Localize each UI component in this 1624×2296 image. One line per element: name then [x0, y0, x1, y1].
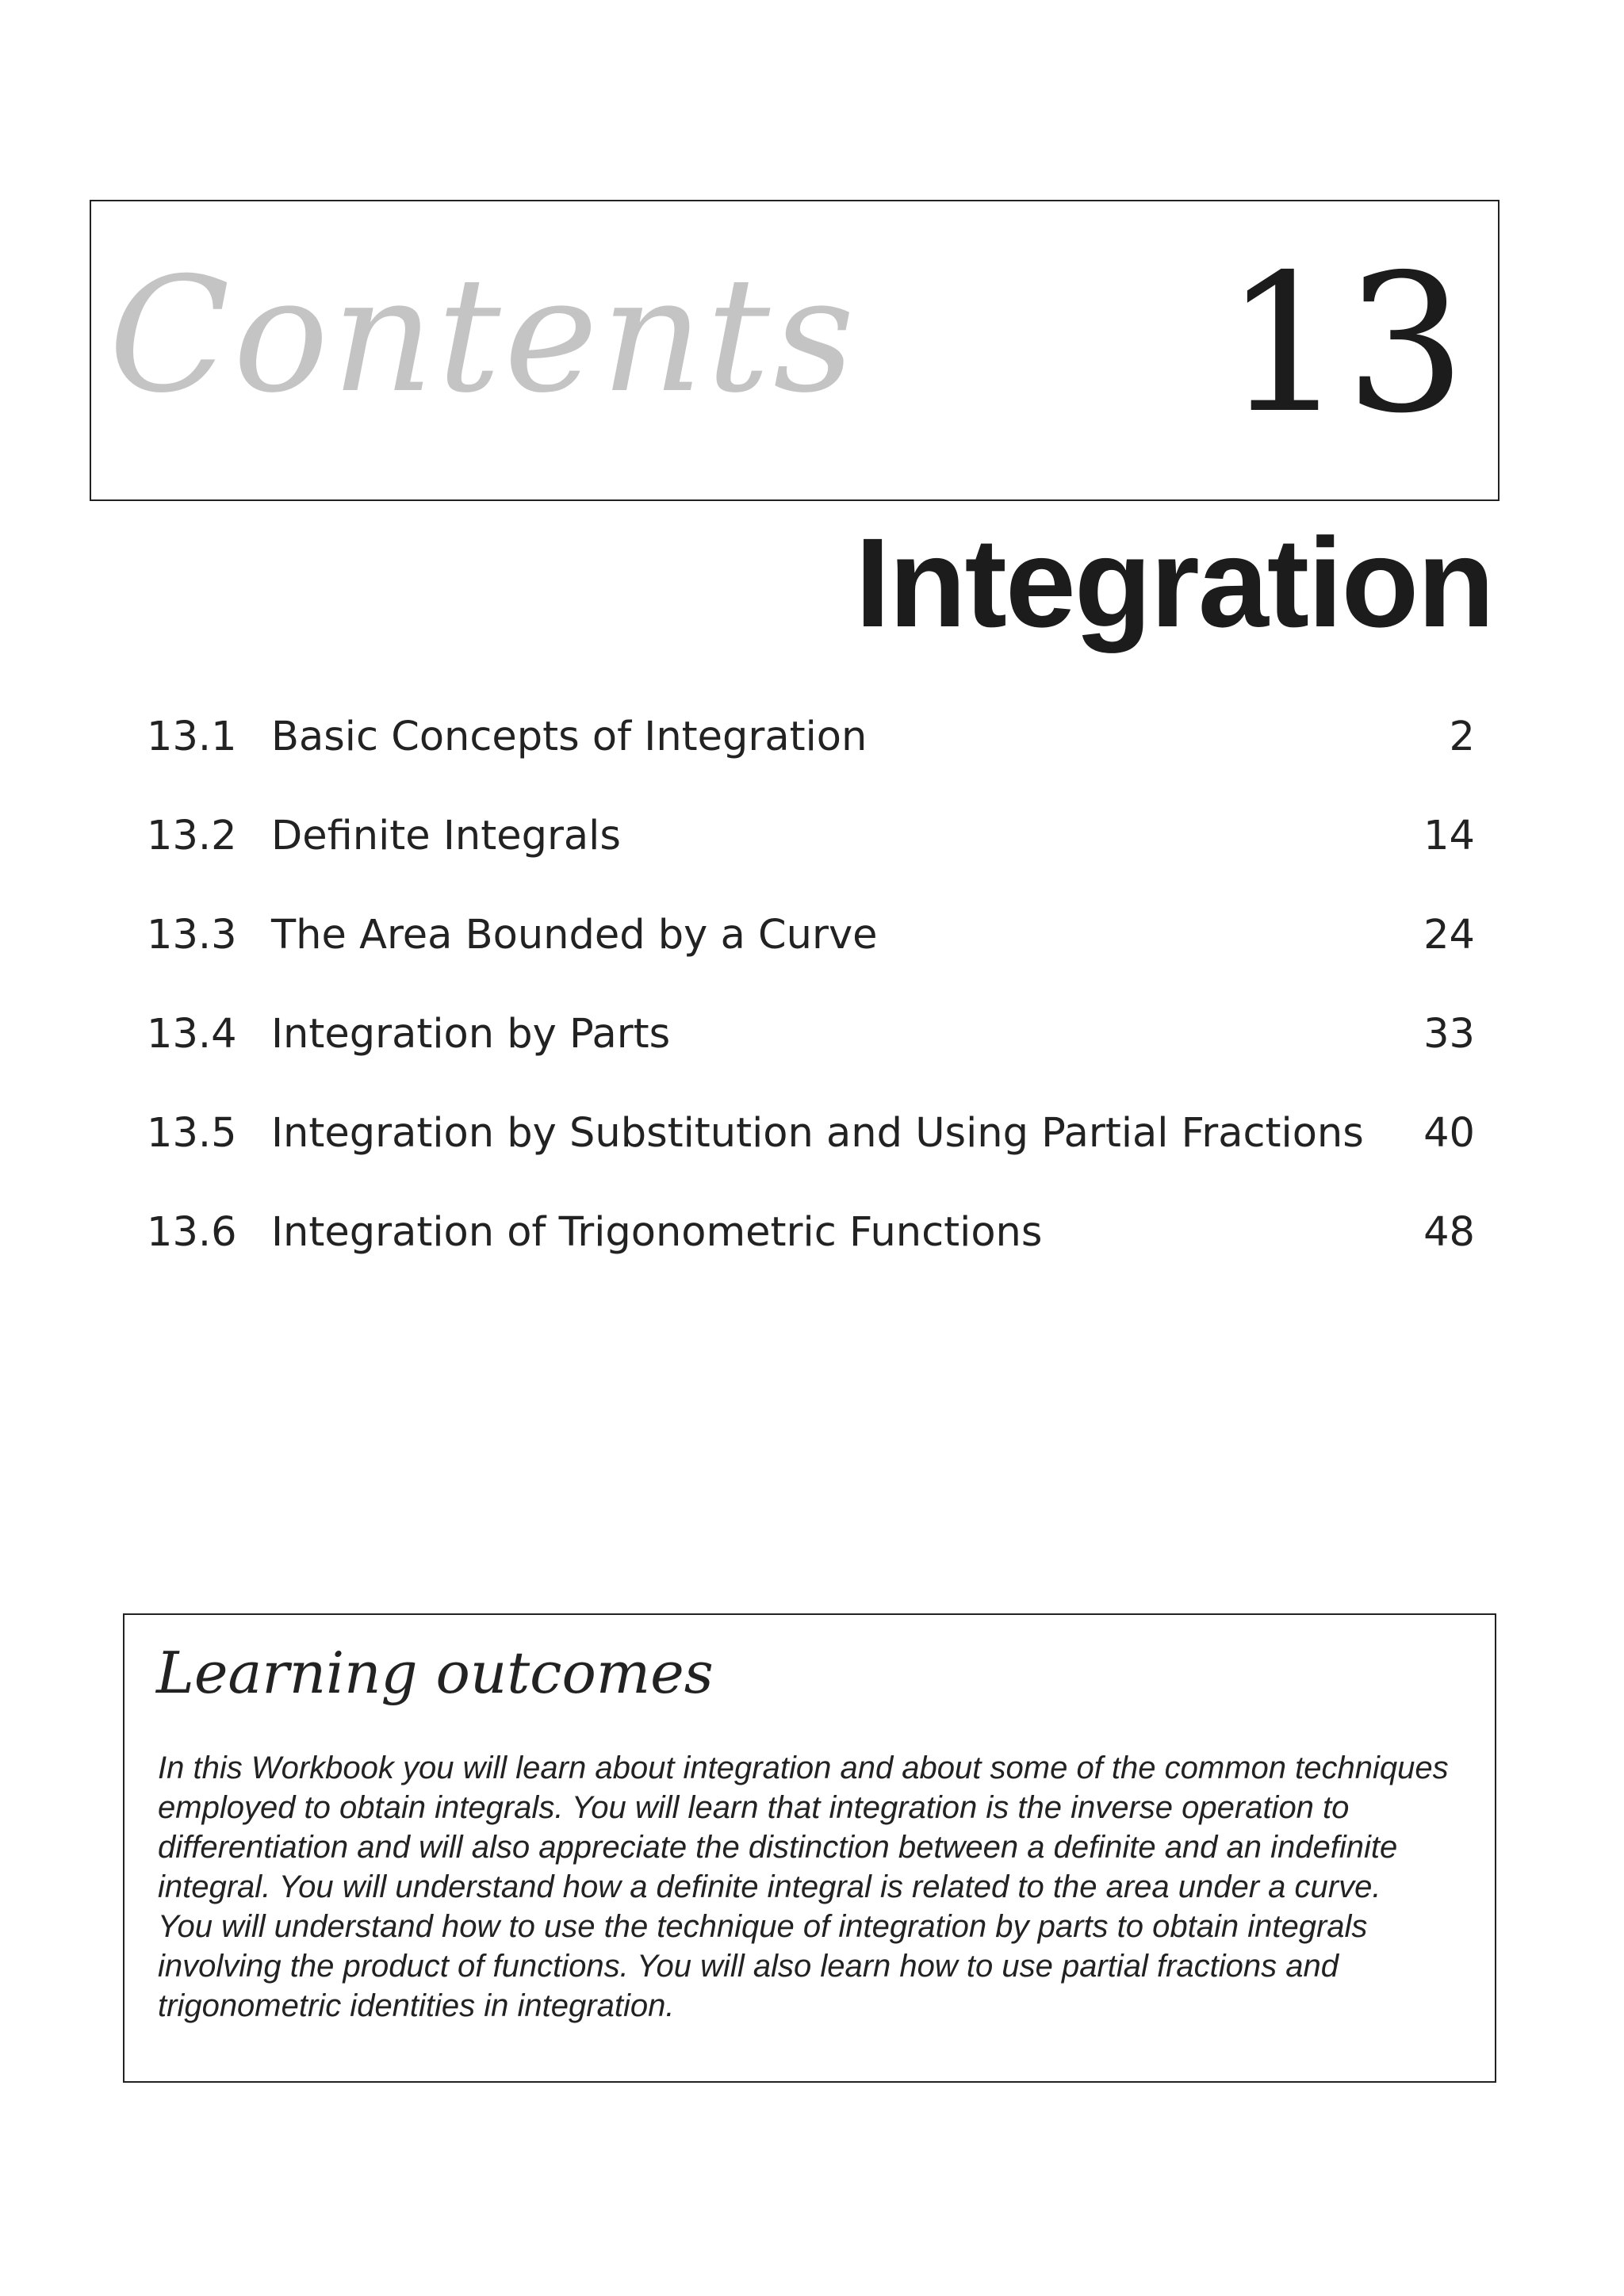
toc-section-number: 13.1: [147, 714, 237, 760]
chapter-header-box: [90, 200, 1500, 501]
learning-outcomes-line: You will understand how to use the technique of integration by parts to obtain integrals: [158, 1909, 1368, 1944]
learning-outcomes-text: [158, 1748, 1506, 2026]
contents-heading: Contents: [109, 243, 858, 428]
toc-section-title: Integration of Trigonometric Functions: [271, 1209, 1043, 1256]
learning-outcomes-line: employed to obtain integrals. You will learn that integration is the inverse operation to: [158, 1790, 1350, 1825]
toc-section-title: Definite Integrals: [271, 813, 621, 859]
toc-page-number: 24: [1423, 912, 1475, 959]
learning-outcomes-heading: Learning outcomes: [156, 1640, 714, 1706]
learning-outcomes-line: In this Workbook you will learn about integration and about some of the common techniques: [158, 1751, 1449, 1785]
toc-section-title: Integration by Parts: [271, 1011, 671, 1058]
toc-section-number: 13.5: [147, 1110, 237, 1157]
learning-outcomes-line: trigonometric identities in integration.: [158, 1988, 675, 2023]
toc-page-number: 48: [1423, 1209, 1475, 1256]
toc-section-number: 13.4: [147, 1011, 237, 1058]
toc-page-number: 33: [1423, 1011, 1475, 1058]
toc-section-number: 13.3: [147, 912, 237, 959]
toc-entry[interactable]: [147, 1102, 1475, 1201]
chapter-title: Integration: [855, 511, 1493, 653]
toc-section-number: 13.2: [147, 813, 237, 859]
toc-page-number: 40: [1423, 1110, 1475, 1157]
toc-section-title: The Area Bounded by a Curve: [271, 912, 878, 959]
toc-entry[interactable]: [147, 805, 1475, 904]
toc-entry[interactable]: [147, 904, 1475, 1003]
toc-entry[interactable]: [147, 1003, 1475, 1102]
toc-page-number: 14: [1423, 813, 1475, 859]
chapter-number: 13: [1224, 233, 1466, 455]
learning-outcomes-line: differentiation and will also appreciate the distinction between a definite and an indefinite: [158, 1830, 1398, 1865]
table-of-contents: [147, 706, 1475, 1300]
toc-section-title: Basic Concepts of Integration: [271, 714, 868, 760]
learning-outcomes-line: integral. You will understand how a definite integral is related to the area under a curve.: [158, 1869, 1381, 1904]
toc-section-title: Integration by Substitution and Using Partial Fractions: [271, 1110, 1364, 1157]
toc-entry[interactable]: [147, 706, 1475, 805]
toc-page-number: 2: [1449, 714, 1475, 760]
learning-outcomes-box: [123, 1613, 1496, 2083]
toc-section-number: 13.6: [147, 1209, 237, 1256]
toc-entry[interactable]: [147, 1201, 1475, 1300]
learning-outcomes-line: involving the product of functions. You will also learn how to use partial fractions and: [158, 1949, 1339, 1984]
